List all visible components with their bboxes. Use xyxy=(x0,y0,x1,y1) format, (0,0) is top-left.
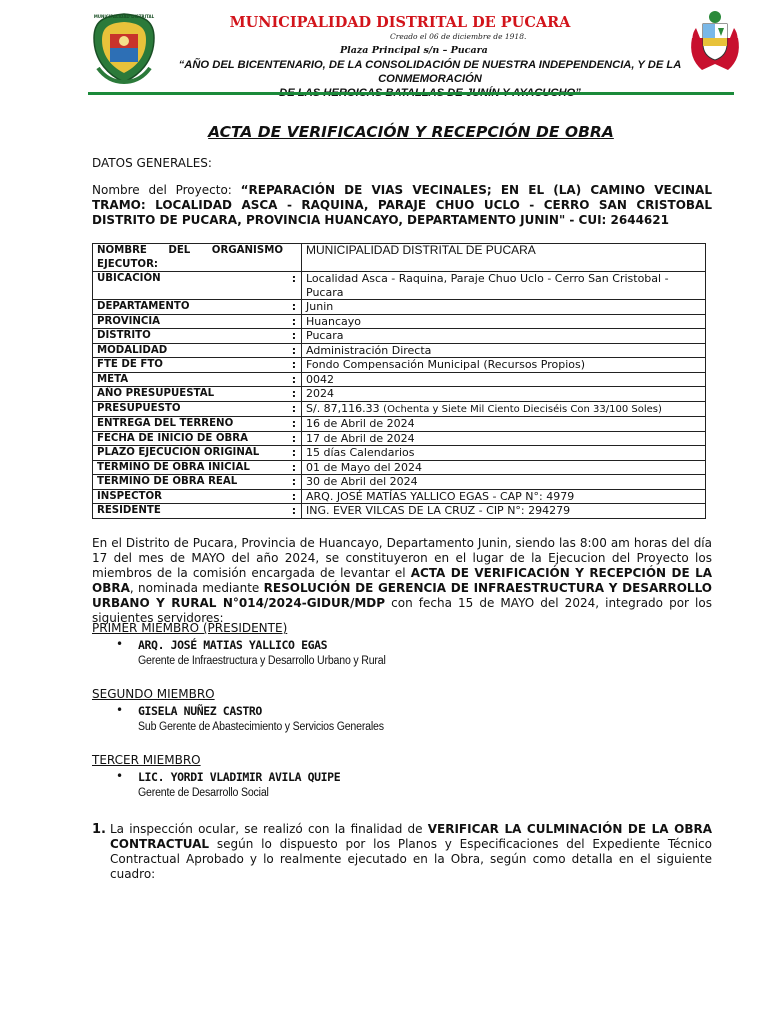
info-value xyxy=(302,387,706,402)
info-value-text: MUNICIPALIDAD DISTRITAL DE PUCARA xyxy=(306,243,536,257)
info-value-text: 30 de Abril del 2024 xyxy=(306,475,418,488)
member-name: GISELA NUÑEZ CASTRO xyxy=(138,704,262,718)
intro-paragraph xyxy=(92,536,712,626)
bullet-icon: • xyxy=(116,769,124,783)
info-value xyxy=(302,244,706,272)
project-label: Nombre del Proyecto: xyxy=(92,183,232,197)
municipal-seal-logo xyxy=(88,8,160,86)
info-row xyxy=(93,475,706,490)
info-key: AÑO PRESUPUESTAL xyxy=(93,387,288,402)
info-value-text: Junin xyxy=(306,300,334,313)
info-value-text: 2024 xyxy=(306,387,334,400)
member-name: LIC. YORDI VLADIMIR AVILA QUIPE xyxy=(138,770,341,784)
info-row xyxy=(93,401,706,417)
info-colon: : xyxy=(287,314,302,329)
member-role: SEGUNDO MIEMBRO xyxy=(92,687,215,701)
info-value-extra: (Ochenta y Siete Mil Ciento Dieciséis Con 33/100 Soles) xyxy=(383,403,662,415)
info-value-text: 0042 xyxy=(306,372,334,386)
info-value-text: Localidad Asca - Raquina, Paraje Chuo Uclo - Cerro San Cristobal - Pucara xyxy=(306,272,669,299)
info-row xyxy=(93,272,706,300)
bullet-icon: • xyxy=(116,637,124,651)
info-value-text: ING. EVER VILCAS DE LA CRUZ - CIP N°: 294279 xyxy=(306,504,571,517)
info-value-text: 17 de Abril de 2024 xyxy=(306,431,415,445)
info-row xyxy=(93,387,706,402)
member-name: ARQ. JOSÉ MATIAS YALLICO EGAS xyxy=(138,638,328,652)
info-value-text: Fondo Compensación Municipal (Recursos Propios) xyxy=(306,358,586,371)
info-key: RESIDENTE xyxy=(93,504,288,519)
info-colon: : xyxy=(287,460,302,475)
info-key: FECHA DE INICIO DE OBRA xyxy=(93,431,288,446)
info-colon: : xyxy=(287,489,302,504)
info-row xyxy=(93,431,706,446)
info-key: NOMBRE DEL ORGANISMO EJECUTOR: xyxy=(93,244,288,272)
info-row xyxy=(93,343,706,358)
info-colon: : xyxy=(287,504,302,519)
info-value xyxy=(302,504,706,519)
info-value-text: 16 de Abril de 2024 xyxy=(306,417,415,430)
member-role: TERCER MIEMBRO xyxy=(92,753,201,767)
info-colon: : xyxy=(287,272,302,300)
point-number: 1. xyxy=(92,822,106,837)
info-value xyxy=(302,431,706,446)
info-colon: : xyxy=(287,358,302,373)
section-label: DATOS GENERALES: xyxy=(92,156,212,170)
info-colon: : xyxy=(287,431,302,446)
info-key: DISTRITO xyxy=(93,329,288,344)
info-row xyxy=(93,358,706,373)
municipality-address: Plaza Principal s/n – Pucara xyxy=(340,45,488,56)
year-quote-line1: “AÑO DEL BICENTENARIO, DE LA CONSOLIDACIÓN DE NUESTRA INDEPENDENCIA, Y DE LA CONMEMORACIÓN xyxy=(178,59,682,85)
info-value-text: S/. 87,116.33 xyxy=(306,401,380,415)
member-position: Gerente de Desarrollo Social xyxy=(138,787,269,799)
info-key: TERMINO DE OBRA REAL xyxy=(93,475,288,490)
info-key: META xyxy=(93,372,288,387)
info-colon: : xyxy=(287,417,302,432)
info-value-text: Pucara xyxy=(306,329,344,342)
point1-text-1: La inspección ocular, se realizó con la finalidad de xyxy=(110,822,428,836)
info-value xyxy=(302,460,706,475)
info-row xyxy=(93,372,706,387)
info-row xyxy=(93,314,706,329)
info-colon: : xyxy=(287,329,302,344)
intro-text-2: , nominada mediante xyxy=(129,581,264,595)
info-value xyxy=(302,343,706,358)
info-row xyxy=(93,417,706,432)
info-key: FTE DE FTO xyxy=(93,358,288,373)
info-colon: : xyxy=(287,387,302,402)
header-divider xyxy=(88,92,734,95)
member-position: Sub Gerente de Abastecimiento y Servicios Generales xyxy=(138,721,384,733)
info-value xyxy=(302,272,706,300)
intro-act-name: ACTA DE VERIFICACIÓN Y RECEPCIÓN DE LA OBRA xyxy=(92,566,713,595)
info-value xyxy=(302,475,706,490)
point1-text-2: según lo dispuesto por los Planos y Especificaciones del Expediente Técnico Contractual Aprobado y lo realmente ejecutado en la Obra, según como detalla en el siguiente cuadro: xyxy=(110,837,712,881)
info-key: DEPARTAMENTO xyxy=(93,300,288,315)
info-value-text: ARQ. JOSÉ MATÍAS YALLICO EGAS - CAP N°: 4979 xyxy=(306,489,575,503)
info-row xyxy=(93,446,706,461)
info-colon: : xyxy=(287,343,302,358)
municipality-title: MUNICIPALIDAD DISTRITAL DE PUCARA xyxy=(229,14,571,31)
info-value xyxy=(302,401,706,417)
info-colon: : xyxy=(287,401,302,417)
info-value xyxy=(302,314,706,329)
info-colon: : xyxy=(287,446,302,461)
info-value xyxy=(302,417,706,432)
info-value xyxy=(302,489,706,504)
info-colon: : xyxy=(287,475,302,490)
info-value xyxy=(302,372,706,387)
info-colon: : xyxy=(287,372,302,387)
info-row xyxy=(93,329,706,344)
svg-text:MUNICIPALIDAD DISTRITAL: MUNICIPALIDAD DISTRITAL xyxy=(93,14,155,19)
info-row xyxy=(93,300,706,315)
intro-text-3: con fecha 15 de MAYO del 2024, integrado por los siguientes servidores: xyxy=(92,596,712,625)
document-title: ACTA DE VERIFICACIÓN Y RECEPCIÓN DE OBRA xyxy=(208,123,614,141)
info-key: PROVINCIA xyxy=(93,314,288,329)
member-role: PRIMER MIEMBRO (PRESIDENTE) xyxy=(92,621,288,635)
intro-text-1: En el Distrito de Pucara, Provincia de Huancayo, Departamento Junin, siendo las 8:00 am horas del día 17 del mes de MAYO del año 2024, se constituyeron en el lugar de la Ejecucion del Proyecto los miembros de la comisión encargada de levantar el xyxy=(92,536,712,580)
info-row xyxy=(93,244,706,272)
info-value xyxy=(302,358,706,373)
info-row xyxy=(93,504,706,519)
info-colon: : xyxy=(287,300,302,315)
info-key: PRESUPUESTO xyxy=(93,401,288,417)
info-key: ENTREGA DEL TERRENO xyxy=(93,417,288,432)
info-key: TERMINO DE OBRA INICIAL xyxy=(93,460,288,475)
project-info-table xyxy=(92,243,706,519)
intro-resolution: RESOLUCIÓN DE GERENCIA DE INFRAESTRUCTURA Y DESARROLLO URBANO Y RURAL N°014/2024-GIDUR/MDP xyxy=(92,581,712,610)
bullet-icon: • xyxy=(116,703,124,717)
point1-emphasis: VERIFICAR LA CULMINACIÓN DE LA OBRA CONTRACTUAL xyxy=(110,822,712,851)
info-key: MODALIDAD xyxy=(93,343,288,358)
creation-date: Creado el 06 de diciembre de 1918. xyxy=(390,32,527,41)
info-value-text: Huancayo xyxy=(306,314,361,328)
member-position: Gerente de Infraestructura y Desarrollo Urbano y Rural xyxy=(138,655,386,667)
info-row xyxy=(93,489,706,504)
point1-paragraph xyxy=(110,822,712,882)
project-name-paragraph xyxy=(92,183,712,228)
info-key: INSPECTOR xyxy=(93,489,288,504)
info-value xyxy=(302,300,706,315)
info-value xyxy=(302,446,706,461)
info-row xyxy=(93,460,706,475)
info-value-text: 15 días Calendarios xyxy=(306,446,415,459)
project-name: “REPARACIÓN DE VIAS VECINALES; EN EL (LA) CAMINO VECINAL TRAMO: LOCALIDAD ASCA - RAQUINA, PARAJE CHUO UCLO - CERRO SAN CRISTOBAL DISTRITO DE PUCARA, PROVINCIA HUANCAYO, DEPARTAMENTO JUNIN" - CUI: 2644621 xyxy=(92,183,712,227)
info-key: UBICACIÓN xyxy=(93,272,288,300)
info-colon xyxy=(287,244,302,272)
info-value-text: 01 de Mayo del 2024 xyxy=(306,460,423,474)
info-value-text: Administración Directa xyxy=(306,343,432,357)
info-value xyxy=(302,329,706,344)
info-key: PLAZO EJECUCIÓN ORIGINAL xyxy=(93,446,288,461)
